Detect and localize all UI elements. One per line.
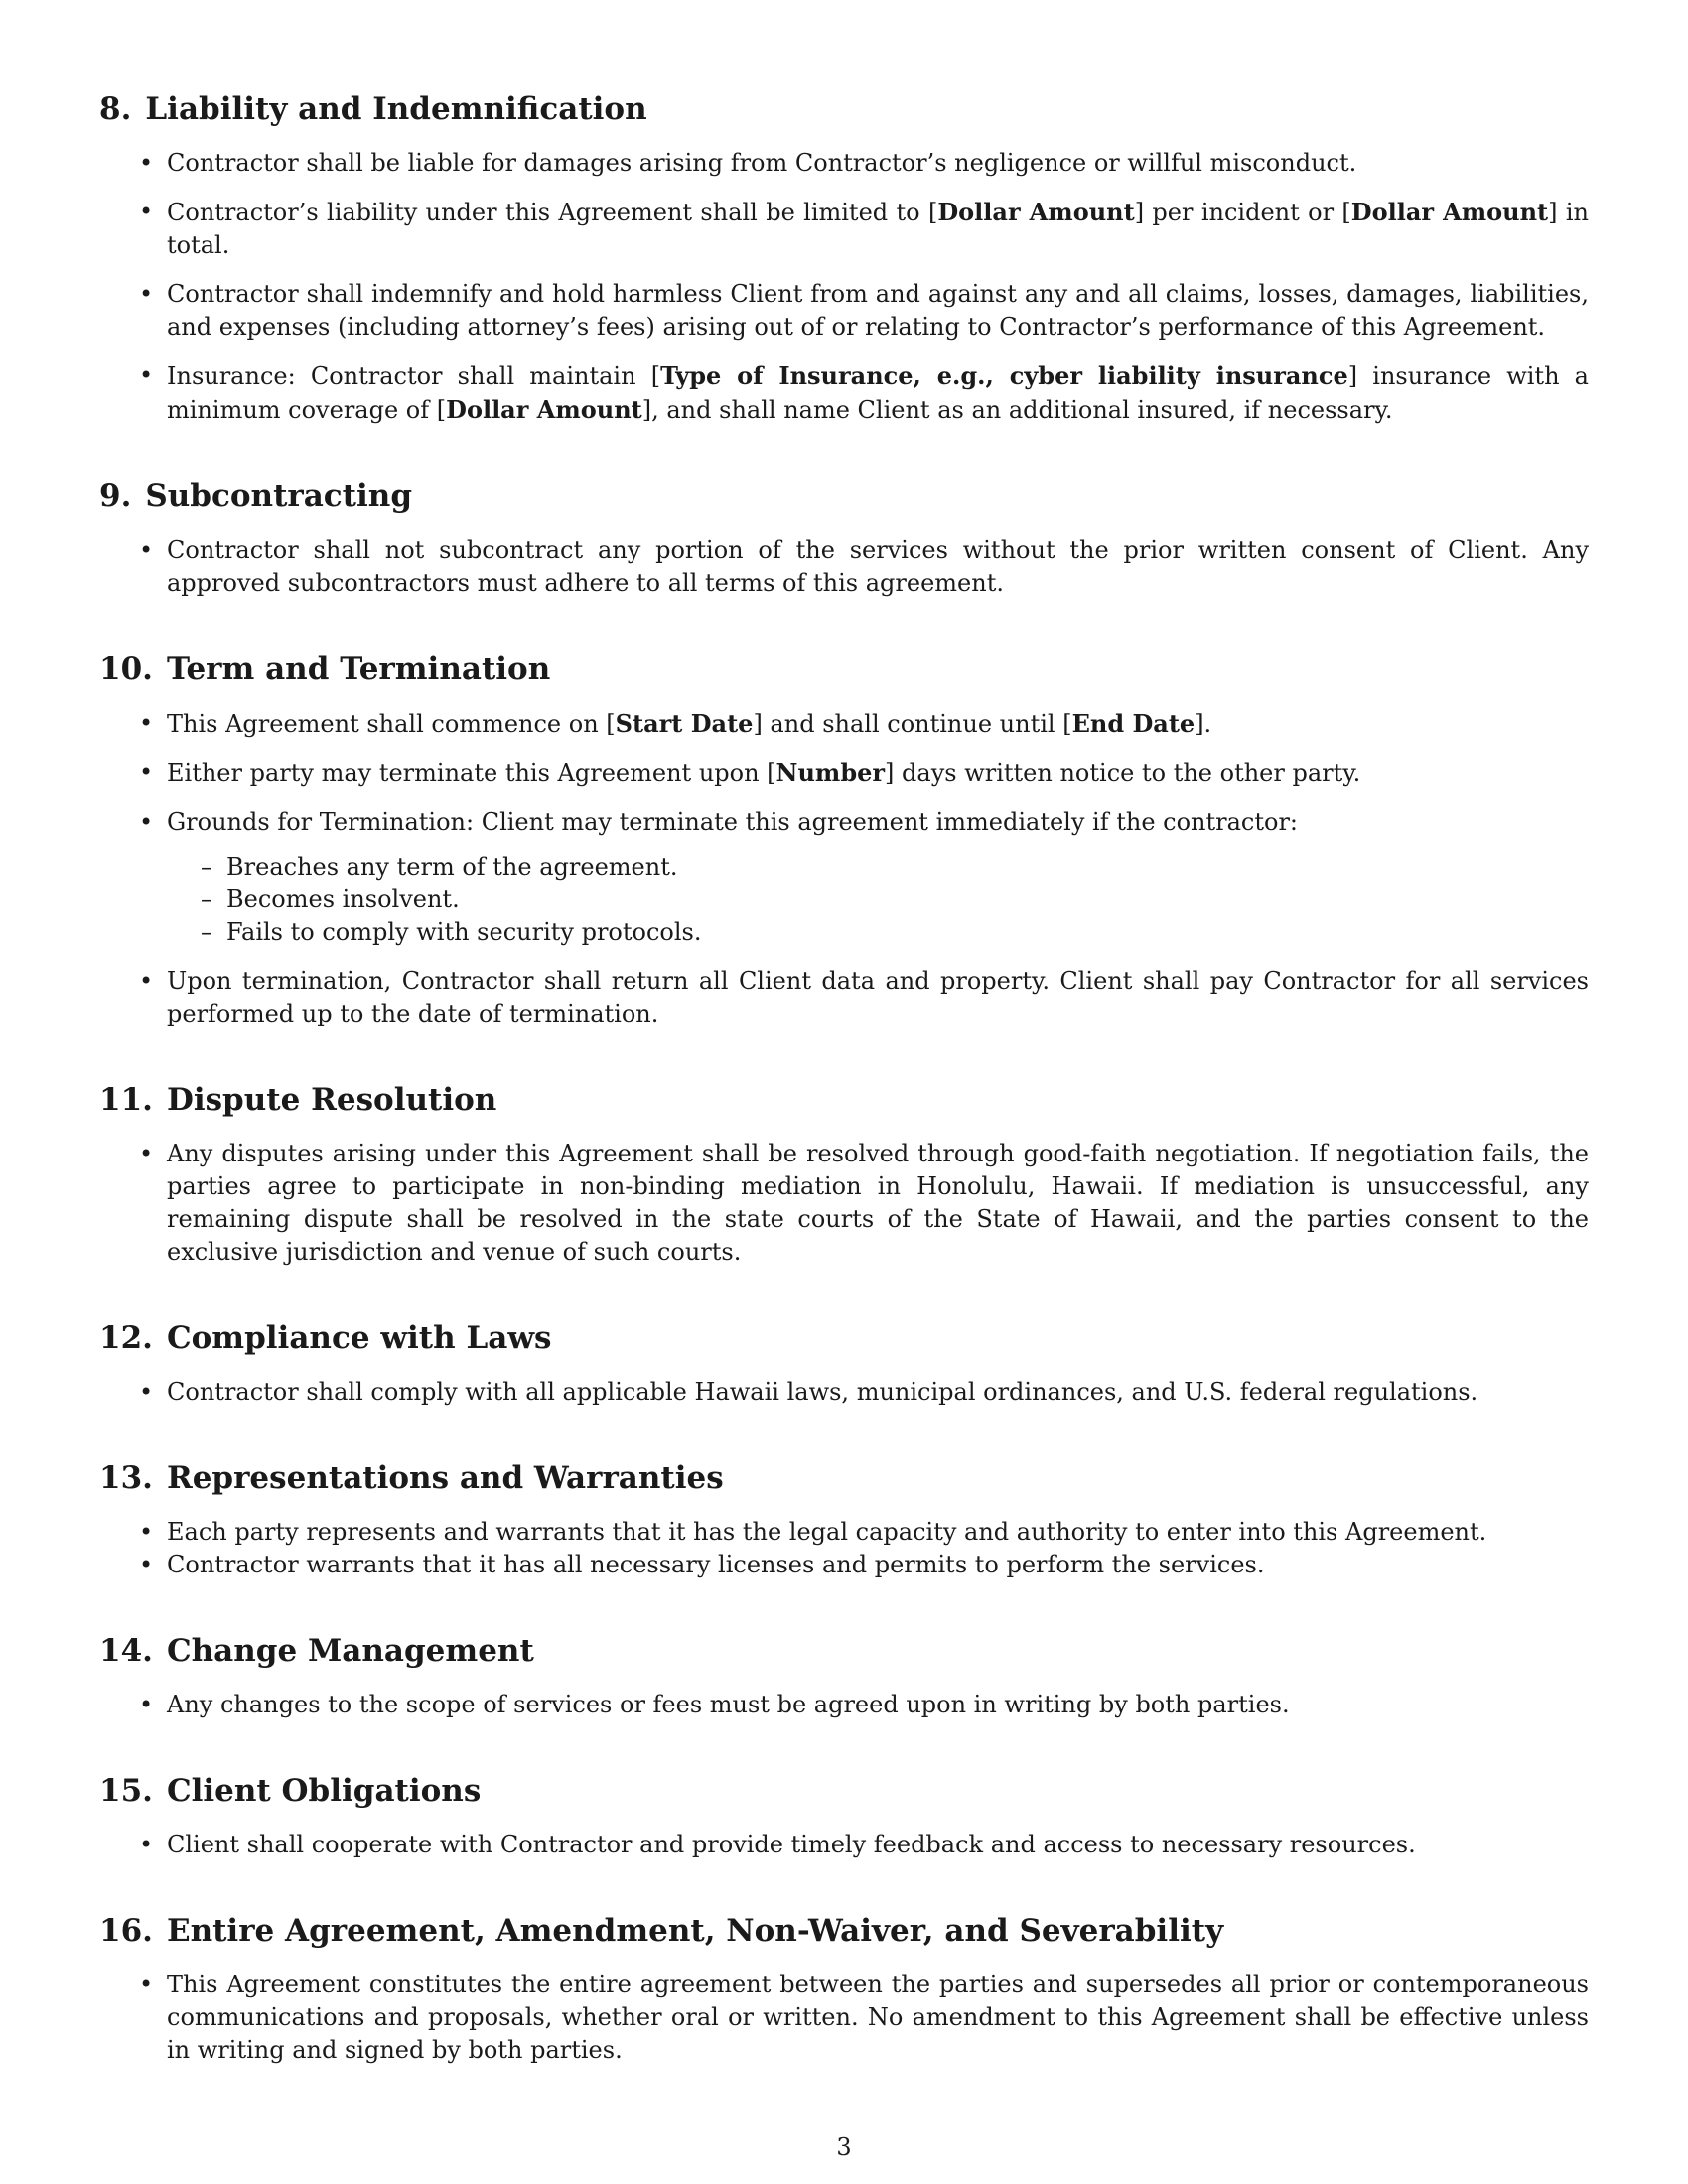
list-item — [99, 147, 1589, 180]
list-item — [99, 1138, 1589, 1269]
list-item — [99, 1689, 1589, 1721]
section-title: Subcontracting — [145, 478, 412, 514]
list-item — [99, 1549, 1589, 1581]
list-item — [99, 1829, 1589, 1861]
item-text: Upon termination, Contractor shall return all Client data and property. Client shall pay Contractor for all services performed up to the date of termination. — [167, 967, 1589, 1027]
section-compliance — [99, 1316, 1589, 1409]
document-body — [99, 87, 1589, 2067]
section-number: 9. — [99, 478, 132, 514]
section-heading — [99, 647, 1589, 691]
placeholder-field: Dollar Amount — [1350, 198, 1549, 226]
section-title: Representations and Warranties — [166, 1460, 724, 1496]
list-item — [99, 1376, 1589, 1409]
list-item — [99, 806, 1589, 949]
section-heading — [99, 1078, 1589, 1122]
placeholder-field: Dollar Amount — [446, 395, 642, 424]
item-text: Contractor shall comply with all applicable Hawaii laws, municipal ordinances, and U.S. federal regulations. — [167, 1378, 1478, 1406]
section-heading — [99, 1629, 1589, 1673]
section-number: 14. — [99, 1633, 153, 1669]
item-text: Grounds for Termination: Client may terminate this agreement immediately if the contractor: — [167, 808, 1299, 836]
item-text: ] insurance with a minimum coverage of [ — [167, 362, 1589, 424]
item-text: Either party may terminate this Agreement upon [ — [167, 759, 776, 787]
item-text: Any disputes arising under this Agreement shall be resolved through good-faith negotiation. If negotiation fails, the parties agree to participate in non-binding mediation in Honolulu, Hawaii. If mediation is unsuccessful, any remaining dispute shall be resolved in the state courts of the State of Hawaii, and the parties consent to the exclusive jurisdiction and venue of such courts. — [167, 1140, 1589, 1266]
list-item — [99, 534, 1589, 600]
section-title: Change Management — [166, 1633, 534, 1669]
section-number: 10. — [99, 651, 153, 687]
section-representations — [99, 1456, 1589, 1581]
list-item — [99, 359, 1589, 427]
placeholder-field: Number — [775, 758, 886, 787]
sub-list-item: – Fails to comply with security protocols. — [167, 916, 1589, 949]
list-item — [99, 756, 1589, 790]
section-heading — [99, 1909, 1589, 1953]
section-title: Dispute Resolution — [166, 1082, 497, 1118]
bullet-list — [99, 147, 1589, 427]
section-heading — [99, 1456, 1589, 1500]
item-text: Contractor shall be liable for damages arising from Contractor’s negligence or willful misconduct. — [167, 149, 1357, 177]
bullet-list — [99, 534, 1589, 600]
section-heading — [99, 1769, 1589, 1813]
list-item — [99, 965, 1589, 1030]
section-change-management — [99, 1629, 1589, 1721]
section-client-obligations — [99, 1769, 1589, 1861]
bullet-list — [99, 1138, 1589, 1269]
section-number: 16. — [99, 1913, 153, 1949]
bullet-list — [99, 1689, 1589, 1721]
section-title: Liability and Indemnification — [145, 91, 647, 127]
section-title: Client Obligations — [166, 1773, 482, 1809]
item-text: Insurance: Contractor shall maintain [ — [167, 362, 661, 390]
item-text: ] in total. — [167, 199, 1590, 259]
section-number: 15. — [99, 1773, 153, 1809]
section-dispute-resolution — [99, 1078, 1589, 1269]
list-item — [99, 278, 1589, 343]
placeholder-field: Type of Insurance, e.g., cyber liability insurance — [660, 361, 1348, 390]
item-text: Any changes to the scope of services or fees must be agreed upon in writing by both parties. — [167, 1691, 1290, 1718]
bullet-list — [99, 1516, 1589, 1581]
list-item — [99, 707, 1589, 741]
item-text: ] and shall continue until [ — [753, 710, 1072, 738]
item-text: Each party represents and warrants that it has the legal capacity and authority to enter into this Agreement. — [167, 1518, 1487, 1546]
list-item — [99, 1969, 1589, 2067]
bullet-list — [99, 707, 1589, 1030]
section-heading — [99, 1316, 1589, 1360]
section-subcontracting — [99, 475, 1589, 600]
item-text: ] per incident or [ — [1134, 199, 1351, 226]
section-heading — [99, 475, 1589, 518]
list-item — [99, 196, 1589, 262]
sub-list-item: – Becomes insolvent. — [167, 884, 1589, 916]
section-term-termination — [99, 647, 1589, 1030]
section-heading — [99, 87, 1589, 131]
list-item — [99, 1516, 1589, 1549]
placeholder-field: Dollar Amount — [937, 198, 1135, 226]
item-text: Contractor’s liability under this Agreement shall be limited to [ — [167, 199, 938, 226]
sub-list — [167, 851, 1589, 949]
item-text: Contractor shall not subcontract any portion of the services without the prior written consent of Client. Any approved subcontractors must adhere to all terms of this agreement. — [167, 536, 1589, 597]
section-number: 11. — [99, 1082, 153, 1118]
section-title: Term and Termination — [166, 651, 551, 687]
item-text: Contractor shall indemnify and hold harmless Client from and against any and all claims, losses, damages, liabilities, and expenses (including attorney’s fees) arising out of or relating to Contractor’s performance of this Agreement. — [167, 280, 1589, 341]
placeholder-field: Start Date — [615, 709, 754, 738]
item-text: Client shall cooperate with Contractor and provide timely feedback and access to necessary resources. — [167, 1831, 1416, 1858]
section-number: 13. — [99, 1460, 153, 1496]
section-entire-agreement — [99, 1909, 1589, 2067]
bullet-list — [99, 1969, 1589, 2067]
section-number: 12. — [99, 1320, 153, 1356]
item-text: ]. — [1195, 710, 1212, 738]
section-number: 8. — [99, 91, 132, 127]
bullet-list — [99, 1829, 1589, 1861]
item-text: This Agreement constitutes the entire agreement between the parties and supersedes all prior or contemporaneous communications and proposals, whether oral or written. No amendment to this Agreement shall be effective unless in writing and signed by both parties. — [167, 1971, 1589, 2064]
section-liability — [99, 87, 1589, 427]
bullet-list — [99, 1376, 1589, 1409]
section-title: Compliance with Laws — [166, 1320, 552, 1356]
page-number: 3 — [836, 2133, 852, 2161]
item-text: This Agreement shall commence on [ — [167, 710, 616, 738]
section-title: Entire Agreement, Amendment, Non-Waiver, and Severability — [166, 1913, 1224, 1949]
item-text: ], and shall name Client as an additional insured, if necessary. — [641, 396, 1393, 424]
item-text: ] days written notice to the other party. — [885, 759, 1361, 787]
placeholder-field: End Date — [1071, 709, 1196, 738]
item-text: Contractor warrants that it has all necessary licenses and permits to perform the services. — [167, 1551, 1265, 1578]
sub-list-item: – Breaches any term of the agreement. — [167, 851, 1589, 884]
